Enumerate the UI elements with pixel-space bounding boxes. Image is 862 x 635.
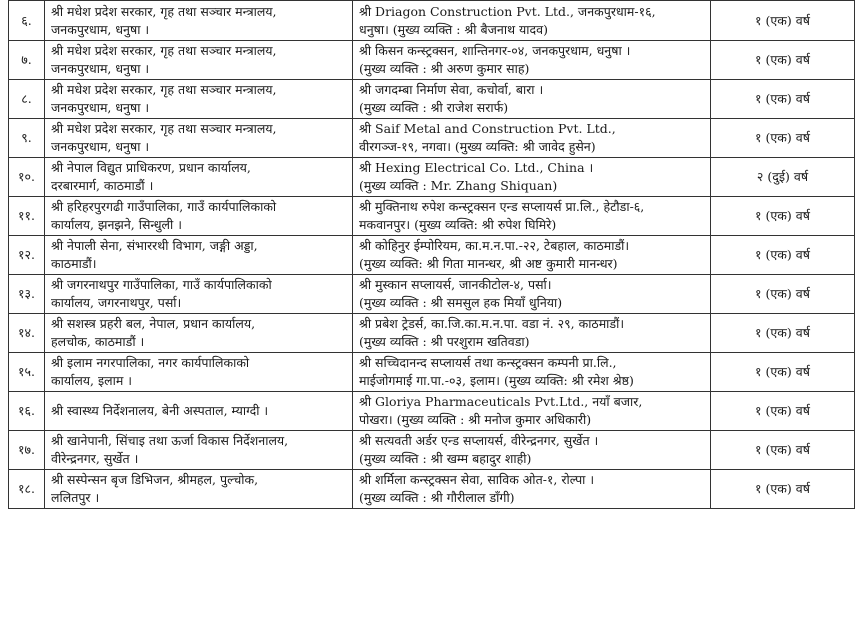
table-row — [9, 158, 855, 197]
public-body-line: कार्यालय, इलाम । — [51, 373, 133, 388]
public-body-line: कार्यालय, जगरनाथपुर, पर्सा। — [51, 295, 182, 310]
supplier-cell — [353, 197, 711, 236]
public-body-line: श्री खानेपानी, सिंचाइ तथा ऊर्जा विकास निर्देशनालय, — [51, 433, 289, 448]
public-body-line: जनकपुरधाम, धनुषा । — [51, 21, 150, 37]
supplier-line: (मुख्य व्यक्ति : श्री राजेश सरार्फ) — [359, 100, 509, 115]
blacklist-duration: १ (एक) वर्ष — [711, 353, 855, 392]
public-body-line: दरबारमार्ग, काठमाडौं । — [51, 178, 154, 193]
serial-number: ९. — [9, 119, 45, 158]
public-body-line: काठमाडौं। — [51, 256, 97, 271]
supplier-line: (मुख्य व्यक्ति : Mr. Zhang Shiquan) — [359, 178, 558, 193]
public-body-cell — [45, 119, 353, 158]
public-body-line: ललितपुर । — [51, 490, 100, 505]
public-body-cell — [45, 1, 353, 41]
serial-number: १५. — [9, 353, 45, 392]
supplier-cell — [353, 392, 711, 431]
public-body-line: हलचोक, काठमाडौं । — [51, 334, 145, 349]
supplier-line: श्री मुस्कान सप्लायर्स, जानकीटोल-४, पर्सा। — [359, 277, 552, 292]
blacklist-duration: १ (एक) वर्ष — [711, 80, 855, 119]
public-body-line: श्री स्वास्थ्य निर्देशनालय, बेनी अस्पताल, म्याग्दी । — [51, 403, 269, 418]
table-row — [9, 1, 855, 41]
supplier-cell — [353, 41, 711, 80]
blacklist-duration: १ (एक) वर्ष — [711, 470, 855, 509]
public-body-line: श्री नेपाली सेना, संभाररथी विभाग, जङ्गी अड्डा, — [51, 238, 258, 253]
supplier-line: श्री सच्चिदानन्द सप्लायर्स तथा कन्स्ट्रक्सन कम्पनी प्रा.लि., — [359, 355, 617, 370]
blacklist-duration: १ (एक) वर्ष — [711, 41, 855, 80]
supplier-line: श्री प्रबेश ट्रेडर्स, का.जि.का.म.न.पा. वडा नं. २९, काठमाडौं। — [359, 316, 625, 331]
supplier-line: (मुख्य व्यक्ति: श्री गिता मानन्धर, श्री अष्ट कुमारी मानन्धर) — [359, 256, 618, 271]
document-page — [8, 0, 854, 509]
public-body-line: श्री मधेश प्रदेश सरकार, गृह तथा सञ्चार मन्त्रालय, — [51, 3, 277, 19]
supplier-cell — [353, 470, 711, 509]
table-row — [9, 197, 855, 236]
supplier-line: (मुख्य व्यक्ति : श्री खम्म बहादुर शाही) — [359, 451, 532, 466]
supplier-line: श्री Saif Metal and Construction Pvt. Ltd., — [359, 121, 616, 136]
serial-number: १३. — [9, 275, 45, 314]
blacklist-duration: १ (एक) वर्ष — [711, 119, 855, 158]
supplier-line: (मुख्य व्यक्ति : श्री परशुराम खतिवडा) — [359, 334, 530, 349]
serial-number: ६. — [9, 1, 45, 41]
public-body-line: श्री जगरनाथपुर गाउँपालिका, गाउँ कार्यपालिकाको — [51, 277, 272, 292]
public-body-line: जनकपुरधाम, धनुषा । — [51, 100, 150, 115]
blacklist-duration: १ (एक) वर्ष — [711, 314, 855, 353]
table-row — [9, 275, 855, 314]
table-row — [9, 470, 855, 509]
supplier-line: श्री मुक्तिनाथ रुपेश कन्स्ट्रक्सन एन्ड सप्लायर्स प्रा.लि., हेटौडा-६, — [359, 199, 645, 214]
supplier-line: श्री जगदम्बा निर्माण सेवा, कचोर्वा, बारा । — [359, 82, 544, 97]
supplier-line: श्री किसन कन्स्ट्रक्सन, शान्तिनगर-०४, जनकपुरधाम, धनुषा । — [359, 43, 631, 58]
table-row — [9, 80, 855, 119]
blacklist-table — [8, 0, 855, 509]
public-body-cell — [45, 314, 353, 353]
public-body-line: श्री हरिहरपुरगढी गाउँपालिका, गाउँ कार्यपालिकाको — [51, 199, 277, 214]
supplier-cell — [353, 236, 711, 275]
supplier-line: मकवानपुर। (मुख्य व्यक्ति: श्री रुपेश घिमिरे) — [359, 217, 557, 232]
serial-number: १२. — [9, 236, 45, 275]
public-body-line: जनकपुरधाम, धनुषा । — [51, 139, 150, 154]
table-row — [9, 119, 855, 158]
public-body-cell — [45, 392, 353, 431]
blacklist-duration: १ (एक) वर्ष — [711, 236, 855, 275]
supplier-cell — [353, 119, 711, 158]
supplier-cell — [353, 353, 711, 392]
public-body-line: श्री इलाम नगरपालिका, नगर कार्यपालिकाको — [51, 355, 250, 370]
supplier-line: माईजोगमाई गा.पा.-०३, इलाम। (मुख्य व्यक्ति: श्री रमेश श्रेष्ठ) — [359, 373, 634, 388]
public-body-line: श्री मधेश प्रदेश सरकार, गृह तथा सञ्चार मन्त्रालय, — [51, 43, 277, 58]
table-row — [9, 314, 855, 353]
supplier-cell — [353, 314, 711, 353]
serial-number: १६. — [9, 392, 45, 431]
public-body-cell — [45, 353, 353, 392]
supplier-line: श्री Hexing Electrical Co. Ltd., China । — [359, 160, 594, 175]
serial-number: १०. — [9, 158, 45, 197]
serial-number: १८. — [9, 470, 45, 509]
blacklist-duration: १ (एक) वर्ष — [711, 392, 855, 431]
supplier-line: श्री Gloriya Pharmaceuticals Pvt.Ltd., नयाँ बजार, — [359, 394, 643, 409]
serial-number: १७. — [9, 431, 45, 470]
supplier-line: श्री कोहिनुर ईम्पोरियम, का.म.न.पा.-२२, टेबहाल, काठमाडौं। — [359, 238, 630, 253]
supplier-line: वीरगञ्ज-१९, नगवा। (मुख्य व्यक्ति: श्री जावेद हुसेन) — [359, 139, 596, 154]
public-body-cell — [45, 431, 353, 470]
public-body-cell — [45, 236, 353, 275]
serial-number: १४. — [9, 314, 45, 353]
supplier-line: श्री सत्यवती अर्डर एन्ड सप्लायर्स, वीरेन्द्रनगर, सुर्खेत । — [359, 433, 599, 448]
supplier-cell — [353, 158, 711, 197]
supplier-cell — [353, 431, 711, 470]
public-body-line: श्री सस्पेन्सन बृज डिभिजन, श्रीमहल, पुल्चोक, — [51, 472, 259, 487]
blacklist-duration: १ (एक) वर्ष — [711, 275, 855, 314]
supplier-line: धनुषा। (मुख्य व्यक्ति : श्री बैजनाथ यादव) — [359, 21, 548, 37]
table-row — [9, 392, 855, 431]
table-row — [9, 236, 855, 275]
supplier-line: श्री शर्मिला कन्स्ट्रक्सन सेवा, साविक ओत-१, रोल्पा । — [359, 472, 595, 487]
public-body-line: श्री मधेश प्रदेश सरकार, गृह तथा सञ्चार मन्त्रालय, — [51, 121, 277, 136]
public-body-cell — [45, 41, 353, 80]
public-body-line: श्री नेपाल विद्युत प्राधिकरण, प्रधान कार्यालय, — [51, 160, 251, 175]
serial-number: ७. — [9, 41, 45, 80]
table-row — [9, 353, 855, 392]
public-body-cell — [45, 197, 353, 236]
blacklist-duration: १ (एक) वर्ष — [711, 197, 855, 236]
supplier-cell — [353, 275, 711, 314]
public-body-line: श्री सशस्त्र प्रहरी बल, नेपाल, प्रधान कार्यालय, — [51, 316, 256, 331]
public-body-cell — [45, 470, 353, 509]
blacklist-duration: १ (एक) वर्ष — [711, 1, 855, 41]
supplier-cell — [353, 80, 711, 119]
public-body-line: श्री मधेश प्रदेश सरकार, गृह तथा सञ्चार मन्त्रालय, — [51, 82, 277, 97]
table-row — [9, 431, 855, 470]
supplier-cell — [353, 1, 711, 41]
supplier-line: पोखरा। (मुख्य व्यक्ति : श्री मनोज कुमार अधिकारी) — [359, 412, 592, 427]
table-row — [9, 41, 855, 80]
public-body-cell — [45, 158, 353, 197]
supplier-line: श्री Driagon Construction Pvt. Ltd., जनकपुरधाम-१६, — [359, 3, 656, 19]
blacklist-duration: २ (दुई) वर्ष — [711, 158, 855, 197]
supplier-line: (मुख्य व्यक्ति : श्री अरुण कुमार साह) — [359, 61, 530, 76]
public-body-line: जनकपुरधाम, धनुषा । — [51, 61, 150, 76]
public-body-line: कार्यालय, झनझने, सिन्धुली । — [51, 217, 182, 232]
public-body-cell — [45, 275, 353, 314]
supplier-line: (मुख्य व्यक्ति : श्री गौरीलाल डाँगी) — [359, 490, 515, 505]
supplier-line: (मुख्य व्यक्ति : श्री समसुल हक मियाँ धुनिया) — [359, 295, 563, 310]
serial-number: ११. — [9, 197, 45, 236]
public-body-line: वीरेन्द्रनगर, सुर्खेत । — [51, 451, 139, 466]
public-body-cell — [45, 80, 353, 119]
serial-number: ८. — [9, 80, 45, 119]
blacklist-duration: १ (एक) वर्ष — [711, 431, 855, 470]
table-body — [9, 1, 855, 509]
